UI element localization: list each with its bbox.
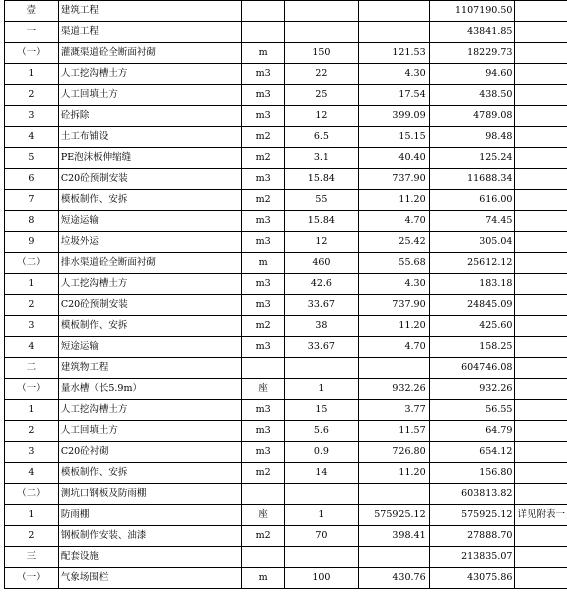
quantity-cell: 100 bbox=[285, 568, 359, 589]
seq-cell: 二 bbox=[5, 358, 59, 379]
item-name-cell: 垃圾外运 bbox=[58, 232, 241, 253]
unit-cell: m3 bbox=[242, 442, 285, 463]
remark-cell bbox=[515, 43, 567, 64]
quantity-cell: 5.6 bbox=[285, 421, 359, 442]
unit-price-cell: 11.57 bbox=[358, 421, 429, 442]
remark-cell bbox=[515, 253, 567, 274]
unit-cell: m3 bbox=[242, 64, 285, 85]
unit-price-cell: 40.40 bbox=[358, 148, 429, 169]
item-name-cell: C20砼预制安装 bbox=[58, 295, 241, 316]
unit-cell bbox=[242, 1, 285, 22]
quantity-cell: 25 bbox=[285, 85, 359, 106]
item-name-cell: 排水渠道砼全断面衬砌 bbox=[58, 253, 241, 274]
quantity-cell: 70 bbox=[285, 526, 359, 547]
unit-cell: m3 bbox=[242, 295, 285, 316]
unit-price-cell: 4.70 bbox=[358, 211, 429, 232]
quantity-cell: 150 bbox=[285, 43, 359, 64]
quantity-cell: 38 bbox=[285, 316, 359, 337]
quantity-cell: 6.5 bbox=[285, 127, 359, 148]
table-row bbox=[5, 358, 567, 379]
seq-cell: 三 bbox=[5, 547, 59, 568]
table-row bbox=[5, 127, 567, 148]
seq-cell: 7 bbox=[5, 190, 59, 211]
seq-cell: 6 bbox=[5, 169, 59, 190]
remark-cell: 详见附表一 bbox=[515, 505, 567, 526]
quantity-cell: 33.67 bbox=[285, 295, 359, 316]
unit-price-cell: 17.54 bbox=[358, 85, 429, 106]
item-name-cell: C20砼预制安装 bbox=[58, 169, 241, 190]
remark-cell bbox=[515, 400, 567, 421]
quantity-cell bbox=[285, 484, 359, 505]
remark-cell bbox=[515, 64, 567, 85]
quantity-cell: 0.9 bbox=[285, 442, 359, 463]
seq-cell: （二） bbox=[5, 253, 59, 274]
unit-cell bbox=[242, 484, 285, 505]
unit-cell: m3 bbox=[242, 400, 285, 421]
remark-cell bbox=[515, 211, 567, 232]
seq-cell: 3 bbox=[5, 316, 59, 337]
seq-cell: 2 bbox=[5, 295, 59, 316]
remark-cell bbox=[515, 127, 567, 148]
unit-cell: m2 bbox=[242, 526, 285, 547]
table-row bbox=[5, 211, 567, 232]
unit-price-cell bbox=[358, 22, 429, 43]
seq-cell: 2 bbox=[5, 526, 59, 547]
quantity-cell: 33.67 bbox=[285, 337, 359, 358]
unit-cell: m2 bbox=[242, 463, 285, 484]
seq-cell: 3 bbox=[5, 106, 59, 127]
amount-cell: 18229.73 bbox=[429, 43, 515, 64]
unit-price-cell: 399.09 bbox=[358, 106, 429, 127]
unit-price-cell: 575925.12 bbox=[358, 505, 429, 526]
unit-price-cell: 398.41 bbox=[358, 526, 429, 547]
item-name-cell: 气象场围栏 bbox=[58, 568, 241, 589]
item-name-cell: 渠道工程 bbox=[58, 22, 241, 43]
unit-cell: m2 bbox=[242, 127, 285, 148]
table-row bbox=[5, 526, 567, 547]
amount-cell: 213835.07 bbox=[429, 547, 515, 568]
table-row bbox=[5, 568, 567, 589]
amount-cell: 43075.86 bbox=[429, 568, 515, 589]
quantity-cell: 42.6 bbox=[285, 274, 359, 295]
amount-cell: 438.50 bbox=[429, 85, 515, 106]
item-name-cell: 人工挖沟槽土方 bbox=[58, 400, 241, 421]
table-row bbox=[5, 43, 567, 64]
quantity-cell: 3.1 bbox=[285, 148, 359, 169]
quantity-cell: 12 bbox=[285, 106, 359, 127]
unit-cell: 座 bbox=[242, 379, 285, 400]
quantity-cell: 15 bbox=[285, 400, 359, 421]
amount-cell: 425.60 bbox=[429, 316, 515, 337]
table-row bbox=[5, 295, 567, 316]
seq-cell: 4 bbox=[5, 127, 59, 148]
item-name-cell: 短途运输 bbox=[58, 211, 241, 232]
unit-cell: m bbox=[242, 568, 285, 589]
item-name-cell: 砼拆除 bbox=[58, 106, 241, 127]
item-name-cell: 建筑物工程 bbox=[58, 358, 241, 379]
table-row bbox=[5, 253, 567, 274]
remark-cell bbox=[515, 85, 567, 106]
remark-cell bbox=[515, 421, 567, 442]
unit-price-cell bbox=[358, 358, 429, 379]
seq-cell: 壹 bbox=[5, 1, 59, 22]
cost-estimate-table bbox=[4, 0, 567, 589]
amount-cell: 305.04 bbox=[429, 232, 515, 253]
unit-cell: m3 bbox=[242, 274, 285, 295]
item-name-cell: 模板制作、安拆 bbox=[58, 316, 241, 337]
seq-cell: 1 bbox=[5, 505, 59, 526]
quantity-cell bbox=[285, 547, 359, 568]
unit-cell: m3 bbox=[242, 169, 285, 190]
amount-cell: 1107190.50 bbox=[429, 1, 515, 22]
table-row bbox=[5, 64, 567, 85]
unit-cell: m3 bbox=[242, 106, 285, 127]
unit-cell: m3 bbox=[242, 232, 285, 253]
table-row bbox=[5, 379, 567, 400]
table-row bbox=[5, 1, 567, 22]
quantity-cell: 15.84 bbox=[285, 211, 359, 232]
item-name-cell: 配套设施 bbox=[58, 547, 241, 568]
amount-cell: 616.00 bbox=[429, 190, 515, 211]
seq-cell: 3 bbox=[5, 442, 59, 463]
remark-cell bbox=[515, 358, 567, 379]
amount-cell: 74.45 bbox=[429, 211, 515, 232]
amount-cell: 183.18 bbox=[429, 274, 515, 295]
item-name-cell: 量水槽（长5.9m） bbox=[58, 379, 241, 400]
item-name-cell: 防雨棚 bbox=[58, 505, 241, 526]
quantity-cell: 14 bbox=[285, 463, 359, 484]
unit-price-cell: 737.90 bbox=[358, 295, 429, 316]
remark-cell bbox=[515, 442, 567, 463]
amount-cell: 27888.70 bbox=[429, 526, 515, 547]
table-row bbox=[5, 484, 567, 505]
unit-cell: m2 bbox=[242, 148, 285, 169]
table-row bbox=[5, 148, 567, 169]
unit-cell: m3 bbox=[242, 211, 285, 232]
remark-cell bbox=[515, 22, 567, 43]
amount-cell: 64.79 bbox=[429, 421, 515, 442]
unit-cell bbox=[242, 22, 285, 43]
table-row bbox=[5, 106, 567, 127]
seq-cell: 一 bbox=[5, 22, 59, 43]
quantity-cell: 460 bbox=[285, 253, 359, 274]
quantity-cell bbox=[285, 22, 359, 43]
item-name-cell: 建筑工程 bbox=[58, 1, 241, 22]
table-row bbox=[5, 316, 567, 337]
unit-price-cell: 737.90 bbox=[358, 169, 429, 190]
quantity-cell bbox=[285, 1, 359, 22]
unit-cell: 座 bbox=[242, 505, 285, 526]
unit-price-cell: 4.30 bbox=[358, 274, 429, 295]
remark-cell bbox=[515, 316, 567, 337]
table-row bbox=[5, 232, 567, 253]
table-row bbox=[5, 85, 567, 106]
remark-cell bbox=[515, 526, 567, 547]
amount-cell: 932.26 bbox=[429, 379, 515, 400]
item-name-cell: 模板制作、安拆 bbox=[58, 190, 241, 211]
table-row bbox=[5, 22, 567, 43]
quantity-cell bbox=[285, 358, 359, 379]
amount-cell: 11688.34 bbox=[429, 169, 515, 190]
seq-cell: 4 bbox=[5, 463, 59, 484]
table-row bbox=[5, 442, 567, 463]
amount-cell: 43841.85 bbox=[429, 22, 515, 43]
unit-price-cell: 4.70 bbox=[358, 337, 429, 358]
seq-cell: 8 bbox=[5, 211, 59, 232]
remark-cell bbox=[515, 190, 567, 211]
seq-cell: 2 bbox=[5, 421, 59, 442]
quantity-cell: 15.84 bbox=[285, 169, 359, 190]
quantity-cell: 55 bbox=[285, 190, 359, 211]
seq-cell: （一） bbox=[5, 43, 59, 64]
item-name-cell: 短途运输 bbox=[58, 337, 241, 358]
remark-cell bbox=[515, 379, 567, 400]
amount-cell: 603813.82 bbox=[429, 484, 515, 505]
amount-cell: 125.24 bbox=[429, 148, 515, 169]
item-name-cell: C20砼衬砌 bbox=[58, 442, 241, 463]
table-row bbox=[5, 169, 567, 190]
seq-cell: 9 bbox=[5, 232, 59, 253]
unit-price-cell: 25.42 bbox=[358, 232, 429, 253]
item-name-cell: PE泡沫板伸缩缝 bbox=[58, 148, 241, 169]
quantity-cell: 1 bbox=[285, 505, 359, 526]
item-name-cell: 人工回填土方 bbox=[58, 85, 241, 106]
item-name-cell: 人工挖沟槽土方 bbox=[58, 64, 241, 85]
item-name-cell: 灌溉渠道砼全断面衬砌 bbox=[58, 43, 241, 64]
amount-cell: 654.12 bbox=[429, 442, 515, 463]
unit-price-cell bbox=[358, 547, 429, 568]
table-row bbox=[5, 400, 567, 421]
amount-cell: 158.25 bbox=[429, 337, 515, 358]
item-name-cell: 测坑口钢板及防雨棚 bbox=[58, 484, 241, 505]
unit-cell: m2 bbox=[242, 316, 285, 337]
remark-cell bbox=[515, 232, 567, 253]
table-row bbox=[5, 505, 567, 526]
unit-price-cell: 55.68 bbox=[358, 253, 429, 274]
unit-cell bbox=[242, 358, 285, 379]
seq-cell: 5 bbox=[5, 148, 59, 169]
item-name-cell: 模板制作、安拆 bbox=[58, 463, 241, 484]
amount-cell: 98.48 bbox=[429, 127, 515, 148]
remark-cell bbox=[515, 463, 567, 484]
amount-cell: 4789.08 bbox=[429, 106, 515, 127]
remark-cell bbox=[515, 547, 567, 568]
remark-cell bbox=[515, 337, 567, 358]
unit-cell: m3 bbox=[242, 421, 285, 442]
unit-cell: m3 bbox=[242, 85, 285, 106]
remark-cell bbox=[515, 295, 567, 316]
unit-price-cell: 121.53 bbox=[358, 43, 429, 64]
seq-cell: 4 bbox=[5, 337, 59, 358]
quantity-cell: 12 bbox=[285, 232, 359, 253]
unit-cell: m2 bbox=[242, 190, 285, 211]
unit-price-cell bbox=[358, 1, 429, 22]
amount-cell: 156.80 bbox=[429, 463, 515, 484]
table-row bbox=[5, 547, 567, 568]
seq-cell: 1 bbox=[5, 64, 59, 85]
unit-price-cell: 430.76 bbox=[358, 568, 429, 589]
item-name-cell: 钢板制作安装、油漆 bbox=[58, 526, 241, 547]
table-row bbox=[5, 190, 567, 211]
remark-cell bbox=[515, 1, 567, 22]
quantity-cell: 22 bbox=[285, 64, 359, 85]
seq-cell: 2 bbox=[5, 85, 59, 106]
table-row bbox=[5, 337, 567, 358]
remark-cell bbox=[515, 568, 567, 589]
unit-price-cell: 15.15 bbox=[358, 127, 429, 148]
unit-price-cell: 11.20 bbox=[358, 316, 429, 337]
unit-price-cell: 3.77 bbox=[358, 400, 429, 421]
amount-cell: 575925.12 bbox=[429, 505, 515, 526]
item-name-cell: 人工挖沟槽土方 bbox=[58, 274, 241, 295]
unit-cell: m bbox=[242, 253, 285, 274]
remark-cell bbox=[515, 274, 567, 295]
seq-cell: （一） bbox=[5, 568, 59, 589]
unit-price-cell: 4.30 bbox=[358, 64, 429, 85]
remark-cell bbox=[515, 148, 567, 169]
amount-cell: 56.55 bbox=[429, 400, 515, 421]
unit-price-cell: 726.80 bbox=[358, 442, 429, 463]
amount-cell: 24845.09 bbox=[429, 295, 515, 316]
unit-cell: m bbox=[242, 43, 285, 64]
unit-cell bbox=[242, 547, 285, 568]
quantity-cell: 1 bbox=[285, 379, 359, 400]
seq-cell: （一） bbox=[5, 379, 59, 400]
amount-cell: 604746.08 bbox=[429, 358, 515, 379]
amount-cell: 25612.12 bbox=[429, 253, 515, 274]
unit-cell: m3 bbox=[242, 337, 285, 358]
unit-price-cell: 932.26 bbox=[358, 379, 429, 400]
table-row bbox=[5, 463, 567, 484]
unit-price-cell: 11.20 bbox=[358, 463, 429, 484]
item-name-cell: 土工布铺设 bbox=[58, 127, 241, 148]
seq-cell: 1 bbox=[5, 400, 59, 421]
remark-cell bbox=[515, 106, 567, 127]
item-name-cell: 人工回填土方 bbox=[58, 421, 241, 442]
unit-price-cell bbox=[358, 484, 429, 505]
remark-cell bbox=[515, 169, 567, 190]
table-row bbox=[5, 421, 567, 442]
seq-cell: 1 bbox=[5, 274, 59, 295]
unit-price-cell: 11.20 bbox=[358, 190, 429, 211]
remark-cell bbox=[515, 484, 567, 505]
seq-cell: （二） bbox=[5, 484, 59, 505]
table-row bbox=[5, 274, 567, 295]
amount-cell: 94.60 bbox=[429, 64, 515, 85]
